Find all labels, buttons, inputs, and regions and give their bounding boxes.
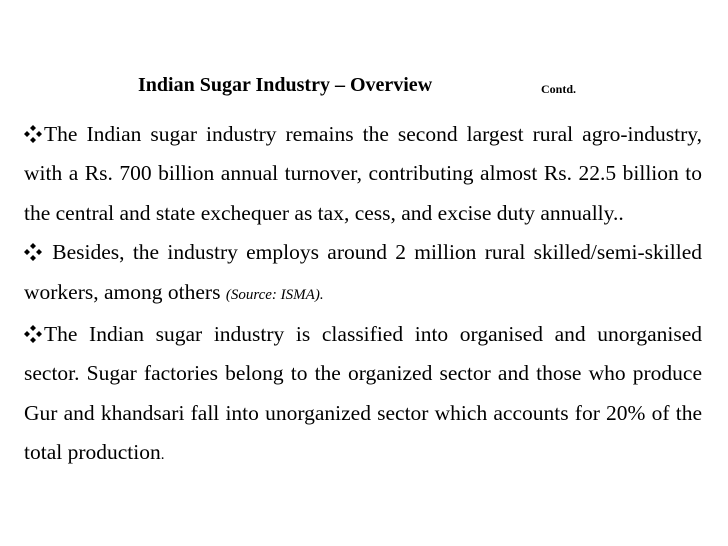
paragraph-2-text: Besides, the industry employs around 2 million rural skilled/semi-skilled workers, among others xyxy=(24,240,702,304)
diamond-dots-bullet-icon xyxy=(24,125,42,143)
paragraph-1-text: The Indian sugar industry remains the second largest rural agro-industry, with a Rs. 700 billion annual turnover, contributing almost Rs. 22.5 billion to the central and state exchequer as tax, cess, and excise duty annually.. xyxy=(24,122,702,225)
bullet-paragraph-3 xyxy=(24,315,702,476)
slide-title: Indian Sugar Industry – Overview xyxy=(138,74,433,96)
source-citation: (Source: ISMA). xyxy=(225,286,324,303)
bullet-paragraph-2 xyxy=(24,233,702,315)
diamond-dots-bullet-icon xyxy=(24,325,42,343)
bullet-paragraph-1 xyxy=(24,115,702,233)
continued-label: Contd. xyxy=(541,82,577,96)
diamond-dots-bullet-icon xyxy=(24,243,42,261)
slide-body xyxy=(24,115,702,476)
paragraph-3-text: The Indian sugar industry is classified into organised and unorganised sector. Sugar factories belong to the organized sector and those who produce Gur and khandsari fall into unorganized sector which accounts for 20% of the total production xyxy=(24,322,702,465)
title-row xyxy=(0,74,728,104)
paragraph-3-end: . xyxy=(160,447,165,464)
